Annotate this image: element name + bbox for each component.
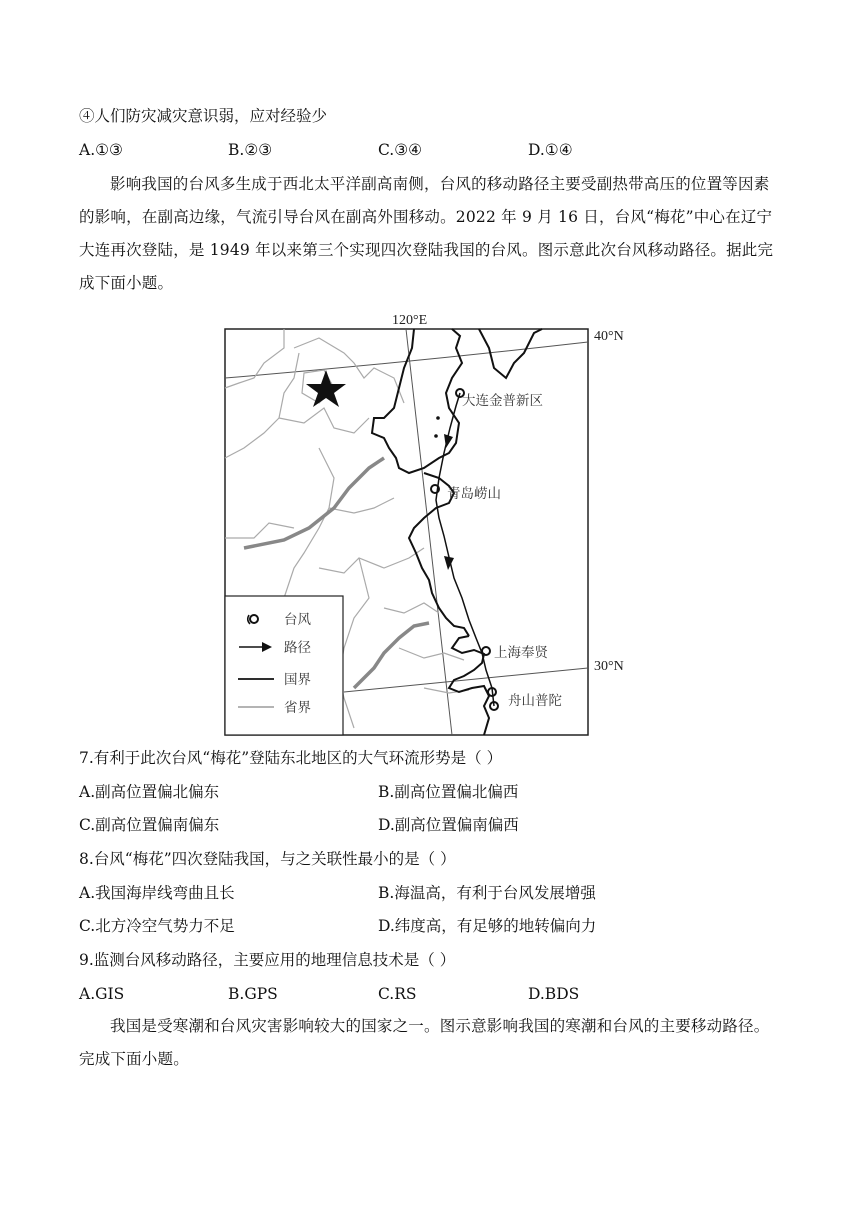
legend-path-label: 路径 bbox=[284, 640, 311, 656]
typhoon-path-map bbox=[224, 308, 644, 740]
lat-label-30n: 30°N bbox=[594, 659, 624, 674]
q8-option-d: D.纬度高，有足够的地转偏向力 bbox=[378, 917, 597, 935]
place-zhoushan: 舟山普陀 bbox=[508, 693, 562, 709]
prev-option-c: C.③④ bbox=[378, 141, 423, 159]
q9-stem: 9.监测台风移动路径，主要应用的地理信息技术是（ ） bbox=[79, 951, 456, 969]
legend-provincial-label: 省界 bbox=[284, 700, 311, 716]
q9-option-b: B.GPS bbox=[228, 985, 278, 1003]
lon-label-120e: 120°E bbox=[392, 313, 428, 328]
q7-stem: 7.有利于此次台风“梅花”登陆东北地区的大气环流形势是（ ） bbox=[79, 749, 503, 767]
q8-option-c: C.北方冷空气势力不足 bbox=[79, 917, 235, 935]
q9-option-d: D.BDS bbox=[528, 985, 580, 1003]
q7-option-a: A.副高位置偏北偏东 bbox=[79, 783, 220, 801]
place-shanghai: 上海奉贤 bbox=[494, 645, 548, 661]
prev-item-4: ④人们防灾减灾意识弱，应对经验少 bbox=[79, 107, 328, 125]
prev-option-d: D.①④ bbox=[528, 141, 573, 159]
prev-option-a: A.①③ bbox=[79, 141, 123, 159]
island-dot bbox=[434, 434, 438, 438]
q8-stem: 8.台风“梅花”四次登陆我国，与之关联性最小的是（ ） bbox=[79, 850, 456, 868]
q7-option-b: B.副高位置偏北偏西 bbox=[378, 783, 519, 801]
intro-paragraph-cold-wave: 我国是受寒潮和台风灾害影响较大的国家之一。图示意影响我国的寒潮和台风的主要移动路径。完成下面小题。 bbox=[79, 1017, 770, 1068]
lat-label-40n: 40°N bbox=[594, 329, 624, 344]
intro-paragraph-typhoon: 影响我国的台风多生成于西北太平洋副高南侧，台风的移动路径主要受副热带高压的位置等因素的影响，在副高边缘，气流引导台风在副高外围移动。2022 年 9 月 16 日，台风“梅花”中心在辽宁大连再次登陆，是 1949 年以来第三个实现四次登陆我国的台风。图示意此次台风移动路径。据此完成下面小题。 bbox=[79, 175, 774, 292]
map-legend bbox=[225, 596, 343, 735]
q9-option-c: C.RS bbox=[378, 985, 417, 1003]
place-qingdao: 青岛崂山 bbox=[447, 486, 501, 502]
q8-option-b: B.海温高，有利于台风发展增强 bbox=[378, 884, 596, 902]
q9-option-a: A.GIS bbox=[79, 985, 125, 1003]
place-dalian: 大连金普新区 bbox=[462, 393, 543, 409]
legend-national-label: 国界 bbox=[284, 672, 311, 688]
q8-option-a: A.我国海岸线弯曲且长 bbox=[79, 884, 235, 902]
q7-option-c: C.副高位置偏南偏东 bbox=[79, 816, 220, 834]
q7-option-d: D.副高位置偏南偏西 bbox=[378, 816, 519, 834]
island-dot bbox=[436, 416, 440, 420]
prev-option-b: B.②③ bbox=[228, 141, 273, 159]
legend-typhoon-label: 台风 bbox=[284, 612, 311, 628]
